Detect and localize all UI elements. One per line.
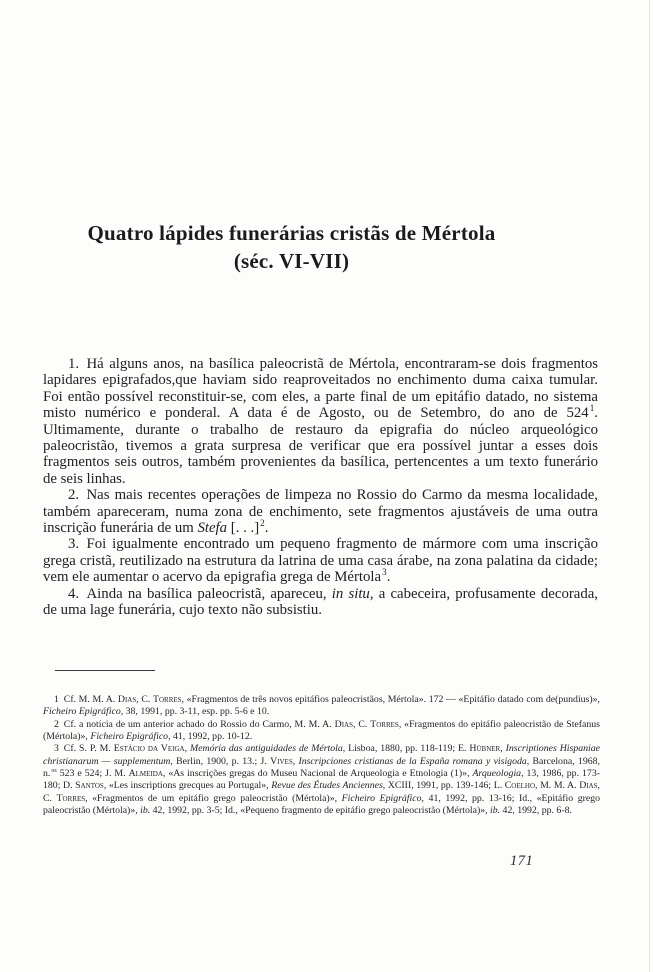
text-segment: , «Fragmentos do epitáfio paleocristão de Stefanus (Mértola)», <box>43 718 600 743</box>
article-body <box>43 356 598 619</box>
text-segment: Ficheiro Epigráfico <box>341 792 422 804</box>
text-segment: , C. <box>136 694 153 705</box>
text-segment: Torres <box>370 718 399 730</box>
text-segment: , «As inscrições gregas do Museu Nacional de Arqueologia e Etnologia (1)», <box>162 768 473 780</box>
text-segment: Memória das antiguidades de Mértola <box>190 743 343 755</box>
footnotes <box>43 694 600 817</box>
page-number: 171 <box>510 853 534 869</box>
body-paragraph <box>43 586 598 619</box>
text-segment: , «Fragmentos de um epitáfio grego paleocristão (Mértola)», <box>85 792 342 804</box>
text-segment: 523 e 524; J. M. <box>56 768 129 780</box>
text-segment: , <box>292 755 299 767</box>
footnote <box>43 694 600 719</box>
body-paragraph <box>43 356 598 487</box>
text-segment: Torres <box>56 792 86 804</box>
article-subtitle: (séc. VI-VII) <box>233 249 350 273</box>
text-segment: ib. <box>140 805 151 817</box>
text-segment: 3 Cf. S. P. M. <box>54 743 114 755</box>
text-segment: , Lisboa, 1880, pp. 118-119; E. <box>342 743 470 755</box>
footnote-separator <box>55 670 155 671</box>
text-segment: Hübner <box>469 743 501 755</box>
text-segment: Arqueologia <box>472 768 522 780</box>
superscript-ref: 1 <box>589 403 595 414</box>
text-segment: Ficheiro Epigráfico <box>43 706 121 718</box>
body-paragraph <box>43 536 598 585</box>
text-segment: 42, 1992, pp. 6-8. <box>500 805 572 817</box>
text-segment: , M. M. A. <box>535 780 580 792</box>
text-segment: 1 Cf. M. M. A. <box>54 694 118 705</box>
text-segment: . Ultimamente, durante o trabalho de restauro da epigrafia do núcleo arqueológico paleocristão, tivemos a grata surpresa de verificar que era possível juntar a esses dois fragmentos seis outros, também provenientes da basílica, pertencentes a um texto funerário de seis linhas. <box>43 405 598 487</box>
scan-edge-line <box>649 0 650 972</box>
text-segment: 42, 1992, pp. 3-5; Id., «Pequeno fragmento de epitáfio grego paleocristão (Mértola)», <box>150 805 491 817</box>
article-title-block <box>43 219 540 275</box>
text-segment: 2 Cf. a notícia de um anterior achado do Rossio do Carmo, M. M. A. <box>54 718 335 730</box>
body-paragraph <box>43 487 598 536</box>
text-segment: . <box>264 520 269 537</box>
superscript-ref: os <box>51 767 57 774</box>
text-segment: Dias <box>579 780 598 792</box>
text-segment: , <box>184 743 191 755</box>
text-segment: Dias <box>334 718 353 730</box>
text-segment: , C. <box>43 780 600 804</box>
superscript-ref: 3 <box>382 567 387 578</box>
text-segment: , 13, 1986, pp. 173-180; D. <box>43 768 600 792</box>
text-segment: 2. Nas mais recentes operações de limpeza no Rossio do Carmo da mesma localidade, também apareceram, numa zona de enchimento, sete fragmentos ajustáveis de uma outra inscrição funerária de um <box>43 487 598 537</box>
text-segment: , a cabeceira, profusamente decorada, de uma lage funerária, cujo texto não subsistiu. <box>43 585 598 619</box>
text-segment: , Berlin, 1900, p. 13.; J. <box>170 755 271 767</box>
footnote <box>43 719 600 744</box>
text-segment: 4. Ainda na basílica paleocristã, apareceu, <box>68 585 332 602</box>
footnote <box>43 743 600 817</box>
text-segment: Coelho <box>504 780 536 792</box>
text-segment: , Barcelona, 1968, n. <box>43 755 600 780</box>
text-segment: , «Les inscriptions grecques au Portugal», <box>103 780 272 792</box>
text-segment: Santos <box>75 780 104 792</box>
text-segment: Inscripciones cristianas de la España romana y visigoda <box>298 755 527 767</box>
text-segment: Dias <box>117 694 137 705</box>
text-segment: , XCIII, 1991, pp. 139-146; L. <box>382 780 505 792</box>
text-segment: Estácio da Veiga <box>113 743 185 755</box>
text-segment: 3. Foi igualmente encontrado um pequeno fragmento de mármore com uma inscrição grega cristã, reutilizado na estrutura da latrina de uma casa árabe, na zona palatina da cidade; vem ele aumentar o acervo da epigrafia grega de Mértola <box>43 536 598 586</box>
superscript-ref: 2 <box>260 518 265 529</box>
text-segment: Inscriptiones Hispaniae christianarum — supplementum <box>43 743 600 767</box>
text-segment: , «Fragmentos de três novos epitáfios paleocristãos, Mértola». 172 — «Epitáfio datado com de(pundius)», <box>181 694 600 705</box>
text-segment: , 38, 1991, pp. 3-11, esp. pp. 5-6 e 10. <box>120 706 270 718</box>
text-segment: 1. Há alguns anos, na basílica paleocristã de Mértola, encontraram-se dois fragmentos lapidares epigrafados,que haviam sido reaproveitados no enchimento duma caixa tumular. Foi então possível reconstituir-se, com eles, a parte final de um epitáfio datado, no sistema misto numérico e ponderal. A data é de Agosto, ou de Setembro, do ano de 524 <box>43 356 598 422</box>
text-segment: in situ <box>331 585 370 602</box>
article-title: Quatro lápides funerárias cristãs de Mértola <box>87 221 496 245</box>
text-segment: , 41, 1992, pp. 13-16; Id., «Epitáfio grego paleocristão (Mértola)», <box>43 792 601 817</box>
text-segment: Stefa <box>197 520 228 537</box>
text-segment: Torres <box>152 694 182 705</box>
text-segment: , <box>500 743 506 755</box>
text-segment: Revue des Études Anciennes <box>271 780 383 792</box>
text-segment: , 41, 1992, pp. 10-12. <box>168 731 253 743</box>
text-segment: [. . .] <box>227 520 260 537</box>
text-segment: , C. <box>352 718 371 730</box>
text-segment: Almeida <box>128 768 163 780</box>
text-segment: . <box>386 569 391 586</box>
text-segment: ib. <box>490 805 501 817</box>
text-segment: Vives <box>270 755 293 767</box>
text-segment: Ficheiro Epigráfico <box>90 731 169 743</box>
